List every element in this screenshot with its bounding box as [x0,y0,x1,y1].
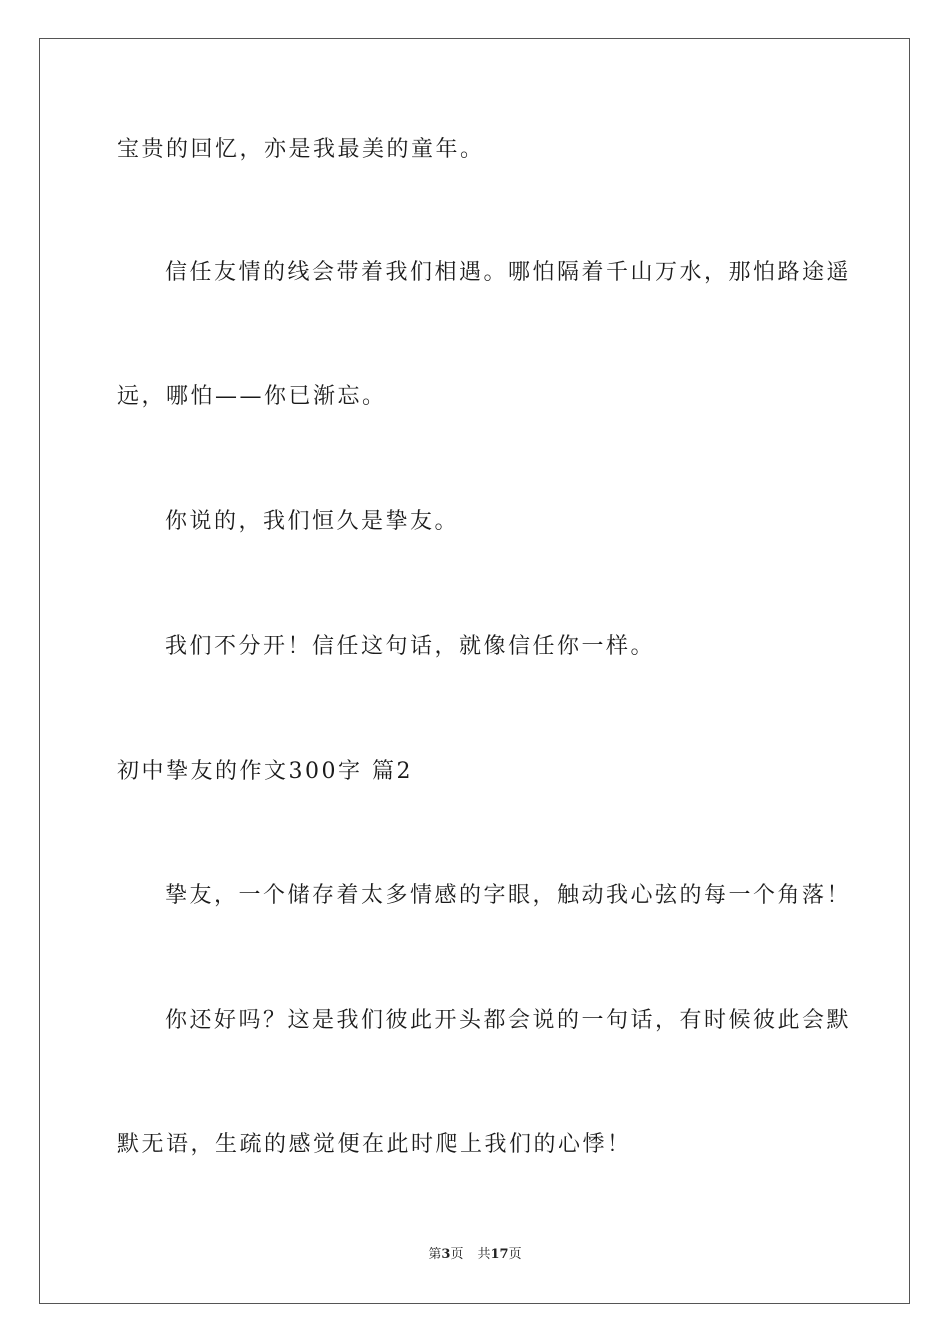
section-heading: 初中挚友的作文300字 篇2 [117,759,413,784]
total-pages: 17 [490,1247,509,1262]
paragraph-line-4: 你说的，我们恒久是挚友。 [165,509,460,534]
paragraph-line-8: 你还好吗？这是我们彼此开头都会说的一句话，有时候彼此会默 [165,1008,852,1033]
paragraph-line-2: 信任友情的线会带着我们相遇。哪怕隔着千山万水，那怕路途遥 [165,260,852,285]
page-footer [0,1246,950,1264]
total-prefix: 共 [477,1247,491,1262]
page-frame [39,38,910,1304]
paragraph-line-5: 我们不分开！信任这句话，就像信任你一样。 [165,634,656,659]
paragraph-line-7: 挚友，一个储存着太多情感的字眼，触动我心弦的每一个角落！ [165,883,852,908]
text-line-9: 默无语，生疏的感觉便在此时爬上我们的心悸！ [117,1132,632,1157]
text-line-3: 远，哪怕——你已渐忘。 [117,384,387,409]
text-line-1: 宝贵的回忆，亦是我最美的童年。 [117,137,485,162]
total-suffix: 页 [508,1247,522,1262]
page-suffix: 页 [450,1247,464,1262]
page-number: 3 [441,1247,451,1262]
page-prefix: 第 [428,1247,442,1262]
